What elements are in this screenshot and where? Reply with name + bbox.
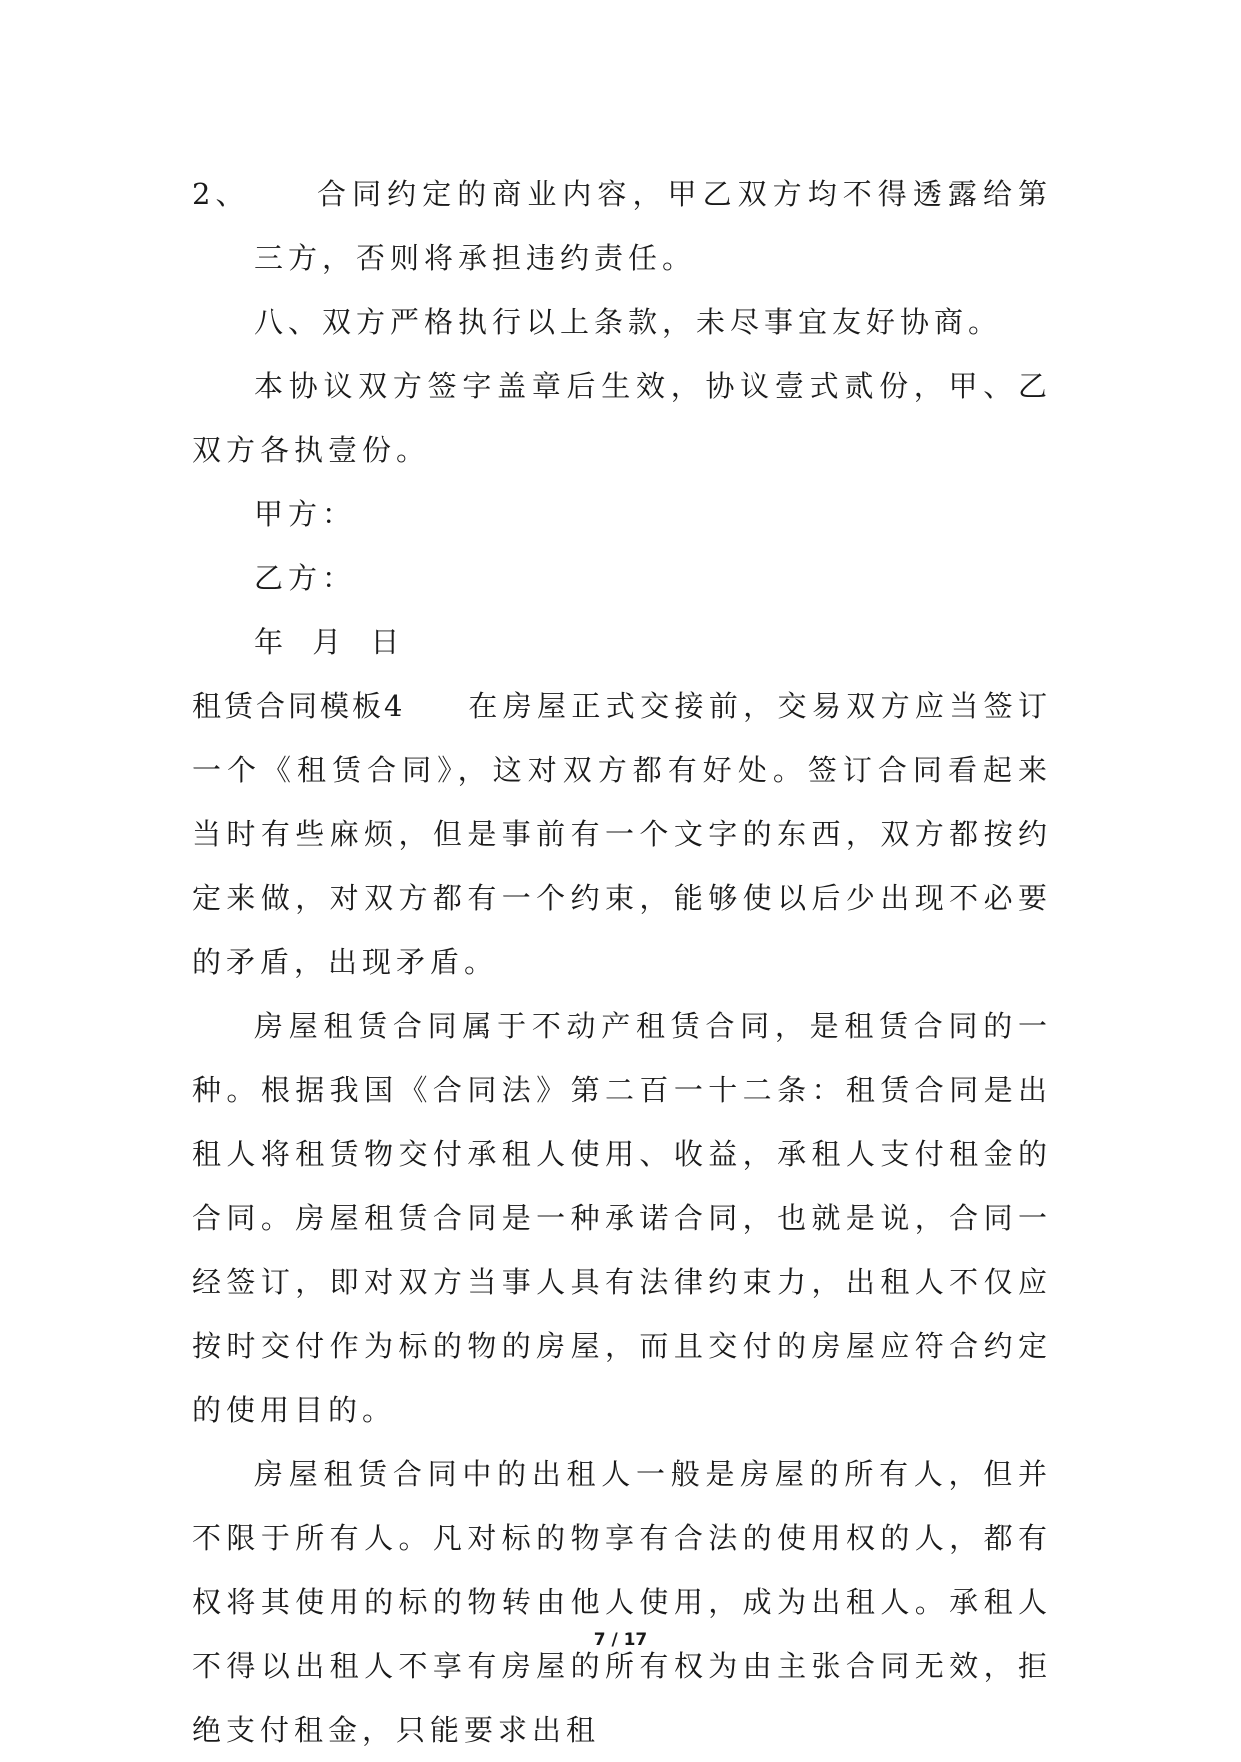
section-intro: [192, 674, 1052, 994]
intro-text: 在房屋正式交接前，交易双方应当签订一个《租赁合同》，这对双方都有好处。签订合同看起来当时有些麻烦，但是事前有一个文字的东西，双方都按约定来做，对双方都有一个约束，能够使以后少出现不必要的矛盾，出现矛盾。: [192, 689, 1052, 979]
clause-8: 八、双方严格执行以上条款，未尽事宜友好协商。: [254, 305, 1003, 339]
date-line: 年 月 日: [254, 625, 405, 659]
section-title: 租赁合同模板4: [192, 689, 406, 723]
clause-2-number: 2、: [192, 177, 250, 211]
party-b-label: 乙方：: [254, 561, 357, 595]
page-number: 7 / 17: [593, 1630, 648, 1650]
party-a-label: 甲方：: [254, 497, 357, 531]
clause-2-text: 合同约定的商业内容，甲乙双方均不得透露给第三方，否则将承担违约责任。: [254, 177, 1052, 275]
paragraph-lessor: 房屋租赁合同中的出租人一般是房屋的所有人，但并不限于所有人。凡对标的物享有合法的使用权的人，都有权将其使用的标的物转由他人使用，成为出租人。承租人不得以出租人不享有房屋的所有权为由主张合同无效，拒绝支付租金，只能要求出租: [192, 1457, 1052, 1747]
document-body: [192, 162, 1052, 1762]
clause-2: [192, 162, 1052, 290]
effect-clause: 本协议双方签字盖章后生效，协议壹式贰份，甲、乙双方各执壹份。: [192, 369, 1052, 467]
paragraph-contract-law: 房屋租赁合同属于不动产租赁合同，是租赁合同的一种。根据我国《合同法》第二百一十二条：租赁合同是出租人将租赁物交付承租人使用、收益，承租人支付租金的合同。房屋租赁合同是一种承诺合同，也就是说，合同一经签订，即对双方当事人具有法律约束力，出租人不仅应按时交付作为标的物的房屋，而且交付的房屋应符合约定的使用目的。: [192, 1009, 1052, 1427]
